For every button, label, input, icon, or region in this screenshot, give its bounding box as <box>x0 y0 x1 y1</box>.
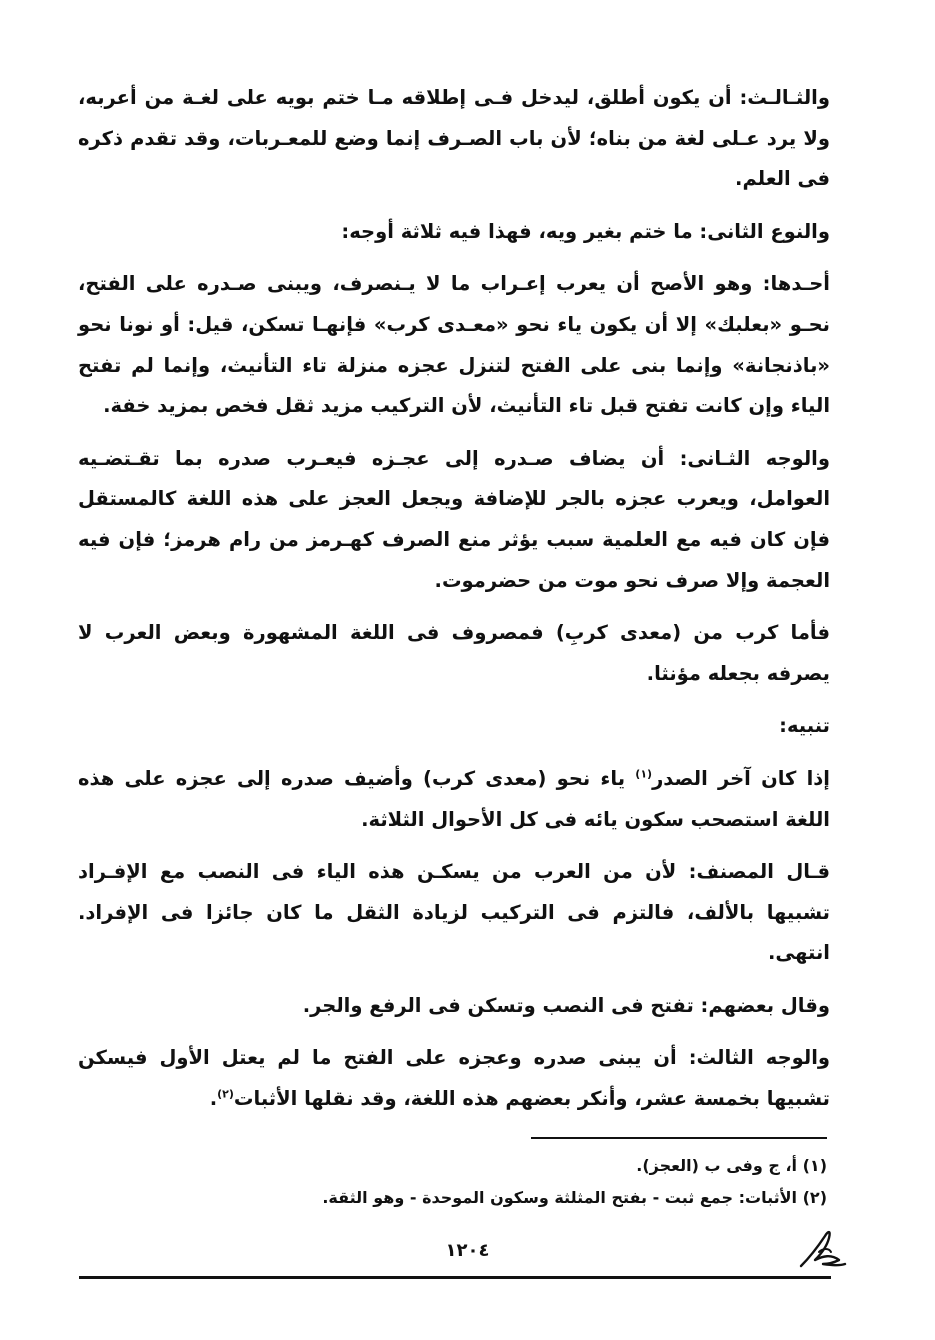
footnote: (٢) الأثبات: جمع ثبت - بفتح المثلثة وسكون الموحدة - وهو الثقة. <box>322 1188 827 1207</box>
paragraph: والثـالـث: أن يكون أطلق، ليدخل فـى إطلاقه مـا ختم بويه على لغـة من أعربه، ولا يرد عـلى لغة من بناه؛ لأن باب الصـرف إنما وضع للمعـربات، وقد تقدم ذكره فى العلم. <box>78 86 830 191</box>
paragraph: وقال بعضهم: تفتح فى النصب وتسكن فى الرفع والجر. <box>302 993 830 1017</box>
paragraph <box>78 1038 830 1119</box>
footnote: (١) أ، ج وفى ب (العجز). <box>636 1156 827 1175</box>
text-run: . <box>209 1087 218 1111</box>
footnotes <box>127 1150 827 1214</box>
paragraph: والوجه الثـانى: أن يضاف صـدره إلى عجـزه فيعـرب صدره بما تقـتضـيه العوامل، ويعرب عجزه بالجر للإضافة ويجعل العجز على هذه اللغة كالمستقل فإن كان فيه مع العلمية سبب يؤثر منع الصرف كهـرمز من رام هرمز؛ فإن فيه العجمة وإلا صرف نحو موت من حضرموت. <box>78 446 830 592</box>
paragraph: قـال المصنف: لأن من العرب من يسكـن هذه الياء فى النصب مع الإفـراد تشبيها بالألف، فالتزم فى التركيب لزيادة الثقل ما كان جائزا فى الإفراد. انتهى. <box>78 860 830 965</box>
text-run: إذا كان آخر الصدر <box>652 766 830 790</box>
paragraph: أحـدها: وهو الأصح أن يعرب إعـراب ما لا يـنصرف، ويبنى صـدره على الفتح، نحـو «بعلبك» إلا أن يكون ياء نحو «معـدى كرب» فإنهـا تسكن، قيل: أو نونا نحو «باذنجانة» وإنما بنى على الفتح لتنزل عجزه منزلة تاء التأنيث، وإنما لم تفتح الياء وإن كانت تفتح قبل تاء التأنيث، لأن التركيب مزيد ثقل فخص بمزيد خفة. <box>78 272 830 418</box>
text-run: والوجه الثالث: أن يبنى صدره وعجزه على الفتح ما لم يعتل الأول فيسكن تشبيها بخمسة عشر، وأنكر بعضهم هذه اللغة، وقد نقلها الأثبات <box>78 1046 830 1111</box>
text-run: ياء نحو (معدى كرب) وأضيف صدره إلى عجزه على هذه اللغة استصحب سكون يائه فى كل الأحوال الثلاثة. <box>78 766 830 831</box>
footnote-separator <box>531 1137 827 1139</box>
section-heading: تنبيه: <box>779 714 830 738</box>
paragraph: والنوع الثانى: ما ختم بغير ويه، فهذا فيه ثلاثة أوجه: <box>341 219 830 243</box>
paragraph <box>78 759 830 840</box>
page-number: ١٢٠٤ <box>445 1240 490 1261</box>
main-text <box>78 78 830 1132</box>
bottom-rule <box>79 1276 831 1279</box>
signature-mark-icon <box>795 1218 849 1272</box>
footnote-ref: (٢) <box>217 1087 234 1101</box>
footnote-ref: (١) <box>635 767 653 781</box>
paragraph: فأما كرب من (معدى كربِ) فمصروف فى اللغة المشهورة وبعض العرب لا يصرفه بجعله مؤنثا. <box>78 621 830 685</box>
